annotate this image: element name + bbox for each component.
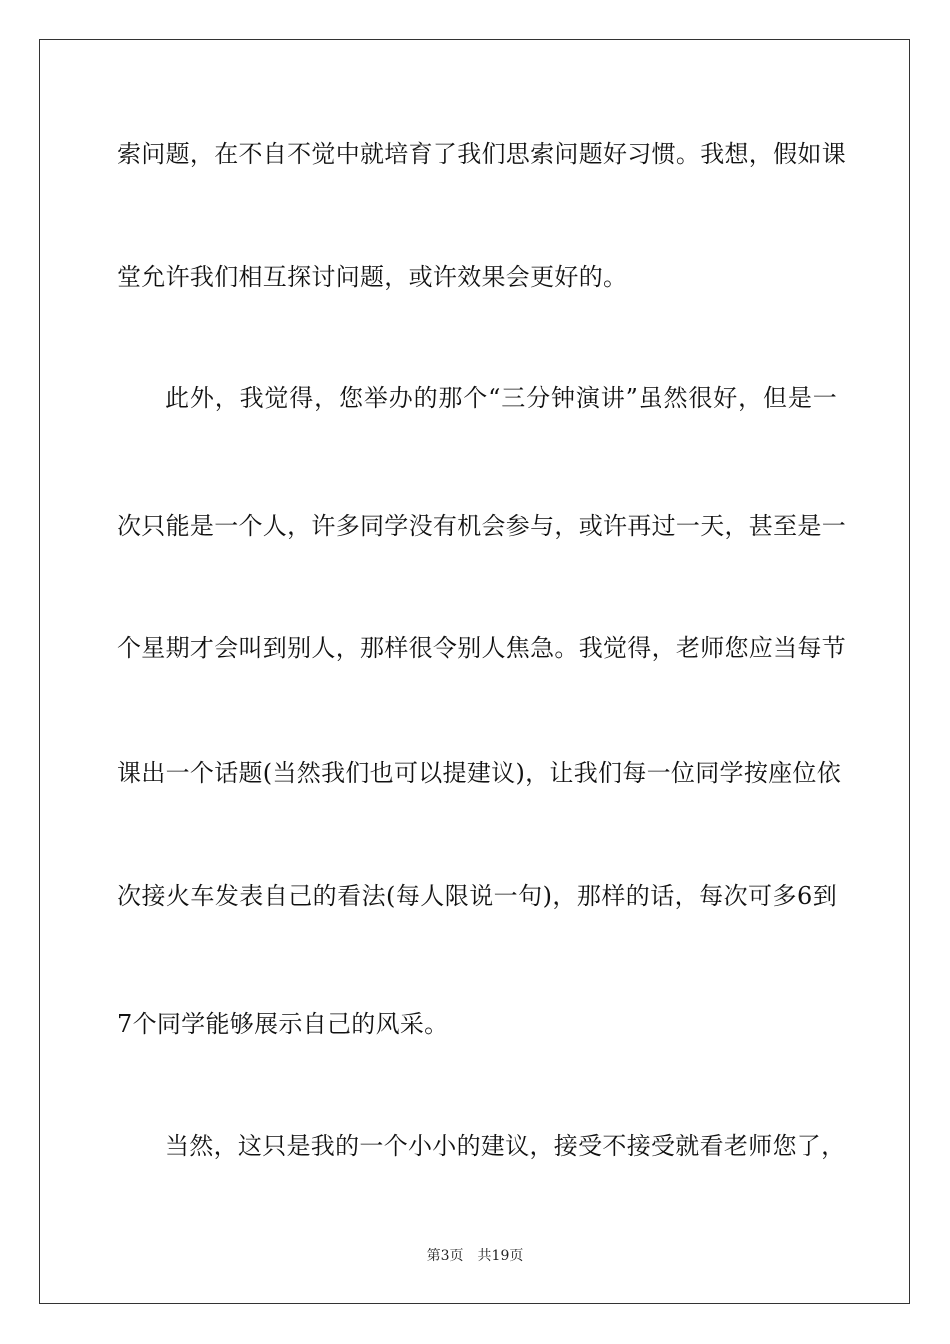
page-border (39, 39, 910, 1304)
body-text-line: 个星期才会叫到别人，那样很令别人焦急。我觉得，老师您应当每节 (117, 634, 846, 662)
body-text-line: 当然，这只是我的一个小小的建议，接受不接受就看老师您了， (165, 1132, 846, 1160)
body-text-line: 课出一个话题(当然我们也可以提建议)，让我们每一位同学按座位依 (117, 759, 842, 787)
body-text-line: 此外，我觉得，您举办的那个“三分钟演讲”虽然很好，但是一 (165, 384, 837, 412)
body-text-line: 次只能是一个人，许多同学没有机会参与，或许再过一天，甚至是一 (117, 512, 846, 540)
page-footer (0, 1247, 950, 1265)
page-total: 共19页 (477, 1248, 524, 1264)
body-text-line: 7个同学能够展示自己的风采。 (117, 1010, 449, 1038)
body-text-line: 堂允许我们相互探讨问题，或许效果会更好的。 (117, 263, 628, 291)
page-number: 第3页 (426, 1248, 464, 1264)
body-text-line: 索问题，在不自不觉中就培育了我们思索问题好习惯。我想，假如课 (117, 140, 846, 168)
body-text-line: 次接火车发表自己的看法(每人限说一句)，那样的话，每次可多6到 (117, 882, 837, 910)
